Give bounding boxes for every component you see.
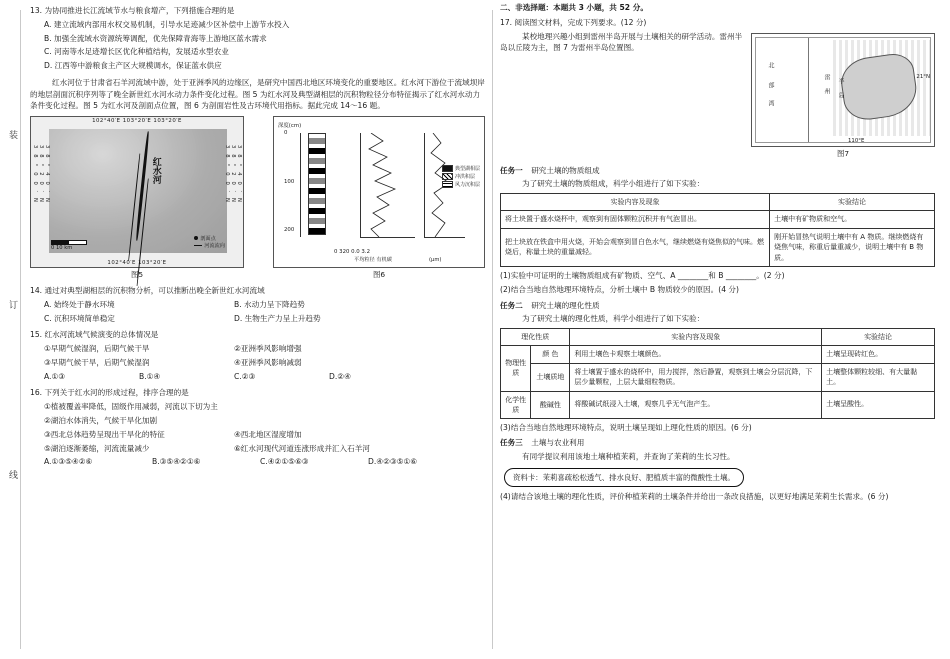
- table-row: [501, 228, 935, 267]
- question-13-stem: 13. 为协同推进长江流域节水与粮食增产，下列措施合理的是: [30, 6, 235, 15]
- question-16-statement-row-4: [30, 443, 485, 455]
- question-14: [30, 285, 485, 324]
- task-3-label: 任务三: [500, 438, 523, 448]
- table2-row1-property: 颜 色: [531, 346, 570, 364]
- binding-mark-3: 线: [7, 470, 17, 484]
- task-1-header: [500, 165, 935, 177]
- figure-6-grainsize-plot: [360, 133, 415, 238]
- question-13: [30, 5, 485, 72]
- question-15-statement-4: ④亚洲季风影响减弱: [234, 357, 302, 367]
- table-physical-chemical-properties: [500, 328, 935, 419]
- figure-6-depth-axis: [300, 133, 301, 237]
- task-2-title: 研究土壤的理化性质: [531, 300, 600, 310]
- label-latitude: 21°N: [916, 73, 930, 80]
- question-16-stem: 16. 下列关于红水河的形成过程，排序合理的是: [30, 388, 189, 398]
- figure-5-caption: 图5: [130, 270, 144, 280]
- table2-group-physical: 物理性质: [501, 346, 531, 392]
- question-14-option-b[interactable]: B. 水动力呈下降趋势: [234, 299, 305, 309]
- question-14-options-row-2: [30, 313, 485, 325]
- task-3-title: 土壤与农业利用: [531, 438, 585, 448]
- question-15-answer-a[interactable]: A.①③: [44, 371, 66, 381]
- grainsize-curve: [361, 133, 415, 237]
- table2-row3-conclusion: 土壤呈酸性。: [822, 391, 935, 418]
- question-15-options-row-1: [30, 343, 485, 355]
- question-14-option-a[interactable]: A. 始终处于静水环境: [44, 299, 115, 309]
- section-2-title: 二、非选择题：本题共 3 小题，共 52 分。: [500, 3, 648, 12]
- table2-row1-conclusion: 土壤呈现砖红色。: [822, 346, 935, 364]
- table-row-header: [501, 194, 935, 211]
- question-14-options-row-1: [30, 299, 485, 311]
- figure-7-map: [751, 33, 935, 147]
- task-1-title: 研究土壤的物质组成: [531, 165, 600, 175]
- label-dao: 岛: [837, 91, 844, 98]
- figure-5-bottom-coords: 102°40′E 103°20′E: [107, 260, 167, 267]
- table-row: [501, 346, 935, 364]
- figures-5-6: [30, 116, 485, 280]
- scale-label: 0 10 km: [51, 245, 73, 252]
- label-wan: 湾: [767, 99, 774, 106]
- table-material-composition: [500, 193, 935, 267]
- question-16-statement-2: ②湖泊水体消失，气候干旱化加剧: [44, 416, 158, 426]
- label-zhou: 州: [823, 87, 830, 94]
- table2-group-chemical: 化学性质: [501, 391, 531, 418]
- question-16-statement-4: ④西北地区湿度增加: [234, 429, 302, 439]
- table-row: [501, 211, 935, 229]
- question-17-part-1: (1)实验中可证明的土壤物质组成有矿物质、空气、A ________和 B ________。(2 分): [500, 271, 785, 281]
- page-divider-left: [20, 10, 21, 649]
- question-14-option-c[interactable]: C. 沉积环境简单稳定: [44, 313, 115, 323]
- table1-row1-conclusion: 土壤中有矿物质和空气。: [770, 211, 935, 229]
- question-16-statement-5: ⑤湖泊逐渐萎缩，河流流量减少: [44, 443, 150, 453]
- table1-header-conclusion: 实验结论: [770, 194, 935, 211]
- question-17-head: 17. 阅读图文材料，完成下列要求。(12 分): [500, 17, 647, 27]
- passage-hongshui-river: 红水河位于甘肃省石羊河流域中游，处于亚洲季风的边缘区，是研究中国西北地区环境变化的重要地区。红水河下游位于流域坝岸的地层剖面沉积序列等了晚全新世红水河水动力条件变化过程。图 5 为红水河及典型湖相层的沉积物粒径分布特征揭示了红水河水动力条件变化过程。图 5 为红水河及剖面点位置，图 6 为剖面岩性及古环境代用指标。据此完成 14～16 题。: [30, 77, 485, 111]
- question-16: [30, 387, 485, 468]
- question-16-statement-row-3: [30, 429, 485, 441]
- figure-6-core-column: [308, 133, 326, 235]
- figure-6-xlabel-names: 平均粒径 有机碳: [354, 257, 392, 264]
- table2-row2-conclusion: 土壤整体颗粒较细、有大量黏土。: [822, 363, 935, 391]
- figure-5-right-latitudes: 38°40′N 38°20′N 38°00′N: [224, 145, 242, 208]
- table2-header-conclusion: 实验结论: [822, 329, 935, 346]
- label-bu: 部: [767, 81, 774, 88]
- table2-row1-content: 利用土壤色卡观察土壤颜色。: [570, 346, 822, 364]
- binding-mark-1: 装: [7, 130, 17, 144]
- left-column: [30, 0, 485, 659]
- figure-5-top-coords: 102°40′E 103°20′E 103°20′E: [92, 118, 182, 125]
- legend-label-section-point: 剖面点: [200, 235, 216, 242]
- figure-6-xlabel-values: 0 320 0.0 3.2: [334, 249, 371, 256]
- question-15-answer-c[interactable]: C.②③: [234, 371, 256, 381]
- question-15-options-row-2: [30, 357, 485, 369]
- question-15-answer-d[interactable]: D.②④: [329, 371, 351, 381]
- table2-row3-content: 将酸碱试纸浸入土壤，观察几乎无气泡产生。: [570, 391, 822, 418]
- binding-mark-2: 订: [7, 300, 17, 314]
- legend-label-alluvial: 冲洪积层: [454, 174, 475, 181]
- figure-6-unit-1: (μm): [429, 257, 442, 264]
- task-2-header: [500, 300, 935, 312]
- legend-point-icon: [194, 236, 198, 240]
- table2-row2-property: 土壤质地: [531, 363, 570, 391]
- figure-6-tick-0: 0: [284, 130, 288, 137]
- question-15-stem: 15. 红水河流域气候演变的总体情况是: [30, 330, 159, 340]
- table2-row3-property: 酸碱性: [531, 391, 570, 418]
- question-15: [30, 329, 485, 382]
- figure-7-inset-divider: [808, 38, 809, 142]
- task-2-label: 任务二: [500, 300, 523, 310]
- legend-swatch-alluvial: [442, 173, 453, 180]
- question-15-statement-2: ②亚洲季风影响增强: [234, 344, 302, 354]
- question-16-answer-c[interactable]: C.④②①⑤⑥③: [260, 457, 309, 467]
- question-16-answer-b[interactable]: B.③⑤④②①⑥: [152, 457, 201, 467]
- question-16-statement-6: ⑥红水河现代河道连涨形成并汇入石羊河: [234, 443, 370, 453]
- question-14-option-d[interactable]: D. 生物生产力呈上升趋势: [234, 313, 321, 323]
- question-13-option-b[interactable]: B. 加强全流域水资源统筹调配，优先保障青海等上游地区蓝水需求: [44, 33, 267, 43]
- figure-5-map: [30, 116, 244, 268]
- figure-6-ylabel: 深度(cm): [278, 123, 302, 130]
- label-ban: 半: [837, 77, 844, 84]
- figure-5-legend: [194, 236, 225, 252]
- question-15-statement-3: ③早期气候干旱，后期气候湿润: [44, 357, 150, 367]
- question-15-answer-b[interactable]: B.①④: [139, 371, 161, 381]
- figure-5-container: [30, 116, 244, 280]
- question-16-answer-d[interactable]: D.④②③⑤①⑥: [368, 457, 418, 467]
- label-lei: 雷: [823, 73, 830, 80]
- question-16-statement-3: ③西北总体趋势呈现出干旱化的特征: [44, 429, 165, 439]
- legend-label-lacustrine: 典型湖相层: [454, 166, 480, 173]
- question-17-part-2: (2)结合当地自然地理环境特点，分析土壤中 B 物质较少的原因。(4 分): [500, 284, 739, 294]
- figure-6-caption: 图6: [372, 270, 386, 280]
- table1-header-content: 实验内容及现象: [501, 194, 770, 211]
- legend-label-aeolian: 风力沉积层: [454, 182, 480, 189]
- question-14-stem: 14. 通过对典型湖相层的沉积物分析，可以推断出晚全新世红水河流域: [30, 286, 265, 296]
- figure-6-chart: [273, 116, 485, 268]
- legend-label-flow: 河流流向: [204, 243, 225, 250]
- question-13-option-d[interactable]: D. 江西等中游粮食主产区大规模调水，保证蓝水供应: [44, 61, 222, 71]
- river-label: 红水河: [150, 157, 161, 185]
- question-16-statement-1: ①植被覆盖率降低，固级作用减弱，河流以下切为主: [44, 402, 218, 412]
- question-16-answer-a[interactable]: A.①③⑤④②⑥: [44, 457, 93, 467]
- task-2-lead: 为了研究土壤的理化性质，科学小组进行了如下实验：: [522, 314, 705, 324]
- task-3-header: [500, 437, 935, 449]
- label-longitude: 110°E: [848, 137, 865, 144]
- legend-swatch-lacustrine: [442, 165, 453, 172]
- table-row: [501, 391, 935, 418]
- table2-header-property: 理化性质: [501, 329, 570, 346]
- resource-card: 资料卡：茉莉喜疏松松透气、排水良好、肥植质丰富的微酸性土壤。: [504, 468, 744, 487]
- figure-6-container: [273, 116, 485, 280]
- table2-row2-content: 将土壤置于盛水的烧杯中，用力搅拌，然后静置，观察到土壤会分层沉降，下层少量颗粒，上层大量细粒物质。: [570, 363, 822, 391]
- legend-line-icon: [194, 245, 202, 246]
- question-13-option-a[interactable]: A. 建立流域内部用水权交易机制，引导水足迹减少区补偿中上游节水投入: [44, 19, 290, 29]
- right-column: [500, 0, 935, 659]
- question-17-part-4: (4)请结合该地土壤的理化性质，评价种植茉莉的土壤条件并给出一条改良措施，以更好地满足茉莉生长需求。(6 分): [500, 491, 889, 501]
- figure-7-container: [751, 33, 935, 159]
- question-17-intro: 某校地理兴趣小组到雷州半岛开展与土壤相关的研学活动。雷州半岛以丘陵为主，图 7 为雷州半岛位置图。: [500, 31, 743, 53]
- table2-header-content: 实验内容及现象: [570, 329, 822, 346]
- table-row-header: [501, 329, 935, 346]
- table-row: [501, 363, 935, 391]
- question-17-part-3: (3)结合当地自然地理环境特点，说明土壤呈现如上理化性质的原因。(6 分): [500, 422, 752, 432]
- table1-row1-content: 将土块置于盛水烧杯中，观察到有固体颗粒沉积并有气泡冒出。: [501, 211, 770, 229]
- task-1-label: 任务一: [500, 165, 523, 175]
- figure-5-left-latitudes: 38°40′N 38°20′N 38°00′N: [32, 145, 50, 208]
- legend-swatch-aeolian: [442, 181, 453, 188]
- page-divider-middle: [492, 10, 493, 649]
- question-13-option-c[interactable]: C. 河南等水足迹增长区优化种植结构，发展适水型农业: [44, 47, 229, 57]
- figure-5-scale: [51, 240, 87, 251]
- figure-7-caption: 图7: [836, 148, 850, 158]
- task-1-lead: 为了研究土壤的物质组成，科学小组进行了如下实验：: [522, 179, 705, 189]
- question-16-answers: [30, 456, 485, 468]
- question-15-statement-1: ①早期气候湿润，后期气候干旱: [44, 344, 150, 354]
- task-3-lead: 有同学提议利用该地土壤种植茉莉，并查询了茉莉的生长习性。: [522, 452, 735, 462]
- figure-6-tick-100: 100: [284, 179, 295, 186]
- label-bei: 北: [767, 61, 774, 68]
- figure-6-tick-200: 200: [284, 227, 295, 234]
- question-15-answers: [30, 371, 485, 383]
- table1-row2-content: 把土块放在铁盒中用火烧，开始会观察到冒白色水气，继续燃烧有烧焦似的气味。燃烧后，称量土块的重量减轻。: [501, 228, 770, 267]
- table1-row2-conclusion: 刚开始冒热气说明土壤中有 A 物质。继续燃烧有烧焦气味，称重后量重减少，说明土壤中有 B 物质。: [770, 228, 935, 267]
- figure-6-legend: [442, 165, 480, 189]
